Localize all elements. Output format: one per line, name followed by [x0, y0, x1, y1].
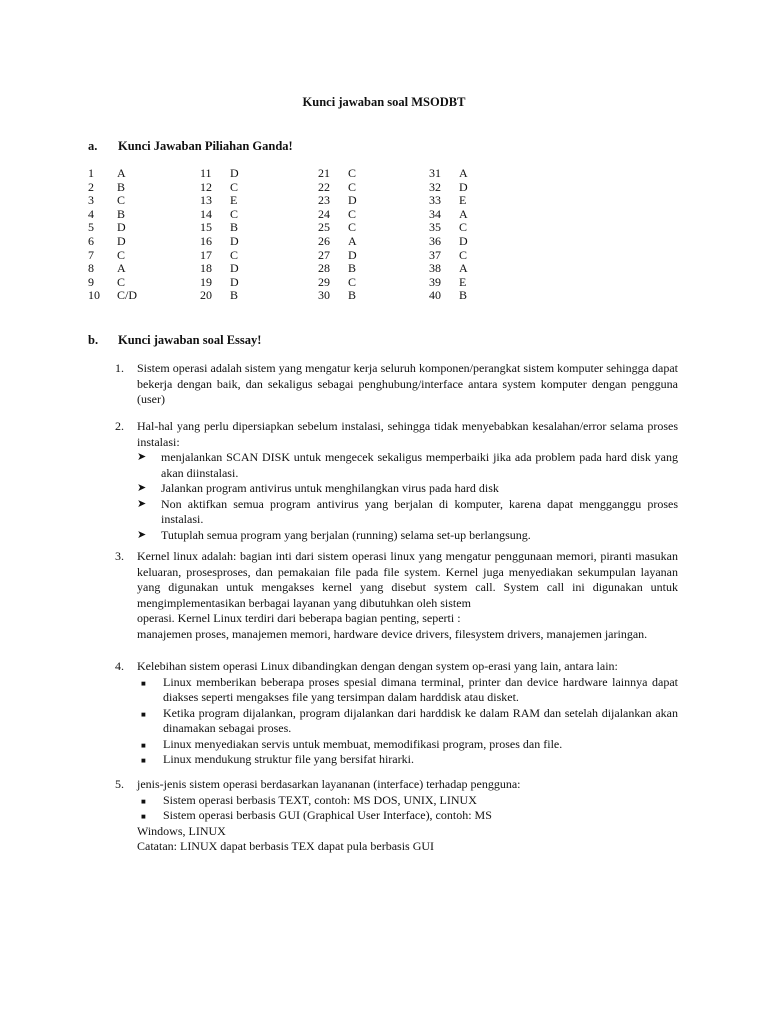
arrow-bullet-icon: ➤ — [137, 482, 147, 494]
mcq-answer-row — [318, 220, 357, 235]
square-bullet-icon: ■ — [141, 812, 146, 821]
essay-list — [137, 793, 678, 824]
essay-list — [137, 675, 678, 768]
answer-letter: C — [348, 166, 357, 180]
mcq-answer-row — [318, 247, 357, 263]
arrow-bullet-icon: ➤ — [137, 528, 147, 541]
mcq-answer-row — [429, 166, 468, 181]
essay-answer-4 — [115, 659, 678, 768]
essay-answer-2 — [115, 419, 678, 543]
question-number: 23 — [318, 193, 330, 208]
square-bullet-icon: ■ — [141, 796, 146, 806]
question-number: 10 — [88, 288, 100, 303]
answer-letter: C — [117, 274, 126, 289]
list-item: ■ Linux menyediakan servis untuk membuat, memodifikasi program, proses dan file. — [137, 737, 678, 753]
essay-text-line-2: operasi. Kernel Linux terdiri dari beberapa bagian penting, seperti : — [137, 611, 461, 625]
answer-letter: B — [459, 288, 468, 303]
mcq-answer-row — [88, 261, 126, 276]
list-item: ■ Linux memberikan beberapa proses spesial dimana terminal, printer dan device hardware lainnya dapat diakses seperti mengakses file yang tersimpan dalam harddisk atau disket. — [141, 674, 678, 704]
answer-letter: C — [348, 220, 357, 235]
mcq-answer-row — [88, 220, 126, 235]
mcq-answer-row — [88, 274, 126, 290]
question-number: 18 — [200, 261, 212, 276]
question-number: 15 — [200, 220, 212, 235]
question-number: 27 — [318, 247, 330, 262]
mcq-answer-row — [318, 288, 357, 303]
mcq-answer-row — [88, 288, 138, 303]
question-number: 9 — [88, 274, 94, 289]
list-item: ➤ Non aktifkan semua program antivirus yang berjalan di komputer, karena dapat mengganggu proses instalasi. — [137, 496, 678, 526]
question-number: 39 — [429, 274, 441, 289]
answer-letter: E — [459, 274, 467, 289]
question-number: 32 — [429, 179, 441, 194]
list-item: ➤ Tutuplah semua program yang berjalan (running) selama set-up berlangsung. — [137, 527, 531, 542]
answer-letter: A — [117, 261, 126, 276]
mcq-answer-row — [429, 206, 468, 222]
mcq-column-3 — [318, 166, 357, 303]
list-item: ■ Sistem operasi berbasis GUI (Graphical User Interface), contoh: MS — [137, 808, 678, 824]
mcq-answer-row — [200, 288, 239, 303]
mcq-answer-row — [429, 233, 468, 249]
mcq-answer-row — [318, 166, 357, 181]
mcq-answer-row — [429, 261, 468, 276]
list-item: ■ Linux mendukung struktur file yang bersifat hirarki. — [137, 752, 678, 768]
section-b-title: Kunci jawaban soal Essay! — [118, 333, 262, 347]
essay-number: 4. — [115, 659, 124, 673]
essay-number: 5. — [115, 777, 124, 791]
answer-letter: D — [459, 233, 468, 248]
answer-letter: C/D — [117, 288, 138, 303]
essay-text: Sistem operasi adalah sistem yang mengatur kerja seluruh komponen/perangkat sistem komputer sehingga dapat bekerja dengan baik, dan sekaligus sebagai penghubung/interface antara system komputer dengan pengguna (user) — [137, 361, 678, 406]
answer-letter: D — [348, 247, 357, 262]
question-number: 21 — [318, 166, 330, 180]
list-item: ➤ Jalankan program antivirus untuk menghilangkan virus pada hard disk — [137, 481, 499, 495]
question-number: 4 — [88, 206, 94, 221]
answer-letter: C — [230, 179, 239, 194]
mcq-answer-row — [318, 179, 357, 195]
answer-letter: D — [230, 261, 239, 276]
mcq-answer-row — [88, 233, 126, 249]
mcq-answer-row — [200, 179, 239, 195]
section-b-label: b. — [88, 333, 99, 347]
essay-text: Kelebihan sistem operasi Linux dibandingkan dengan dengan system op-erasi yang lain, antara lain: — [137, 659, 618, 673]
question-number: 22 — [318, 179, 330, 194]
question-number: 6 — [88, 233, 94, 248]
answer-letter: B — [117, 179, 126, 194]
question-number: 12 — [200, 179, 212, 194]
section-a-title: Kunci Jawaban Piliahan Ganda! — [118, 139, 293, 153]
question-number: 8 — [88, 261, 94, 276]
question-number: 3 — [88, 193, 94, 208]
square-bullet-icon: ■ — [141, 678, 146, 688]
answer-letter: D — [117, 220, 126, 235]
mcq-answer-row — [200, 206, 239, 222]
question-number: 35 — [429, 220, 441, 235]
page-title: Kunci jawaban soal MSODBT — [302, 95, 466, 109]
answer-letter: C — [230, 247, 239, 262]
answer-letter: C — [459, 220, 468, 235]
question-number: 11 — [200, 166, 212, 180]
answer-letter: D — [230, 274, 239, 289]
question-number: 7 — [88, 247, 94, 262]
mcq-answer-row — [318, 274, 357, 290]
question-number: 34 — [429, 206, 441, 221]
square-bullet-icon: ■ — [141, 740, 146, 750]
essay-text: Kernel linux adalah: bagian inti dari sistem operasi linux yang mengatur penggunaan memori, piranti masukan keluaran, prosesproses, dan pemakaian file pada file system. Kernel juga menyediakan sekumpulan layanan yang digunakan untuk mengakses kernel yang disebut system call. System call ini digunakan untuk mengimplementasikan berbagai layanan yang dibutuhkan oleh sistem — [137, 549, 678, 610]
mcq-column-4 — [429, 166, 468, 303]
essay-list — [137, 450, 678, 543]
answer-letter: A — [459, 206, 468, 221]
answer-letter: C — [230, 206, 239, 221]
answer-letter: B — [348, 261, 357, 276]
answer-letter: D — [117, 233, 126, 248]
answer-letter: C — [117, 247, 126, 262]
essay-answer-3 — [115, 549, 678, 642]
answer-letter: A — [117, 166, 126, 180]
question-number: 29 — [318, 274, 330, 289]
mcq-answer-row — [318, 261, 357, 276]
mcq-answer-row — [88, 166, 126, 181]
answer-letter: B — [230, 220, 239, 235]
list-item: ➤ menjalankan SCAN DISK untuk mengecek sekaligus memperbaiki jika ada problem pada hard disk yang akan diinstalasi. — [137, 450, 678, 480]
question-number: 2 — [88, 179, 94, 194]
square-bullet-icon: ■ — [141, 709, 146, 719]
question-number: 28 — [318, 261, 330, 276]
answer-letter: D — [459, 179, 468, 194]
question-number: 1 — [88, 166, 94, 180]
question-number: 25 — [318, 220, 330, 235]
question-number: 38 — [429, 261, 441, 276]
question-number: 31 — [429, 166, 441, 180]
question-number: 5 — [88, 220, 94, 235]
answer-letter: D — [230, 166, 239, 180]
essay-text: jenis-jenis sistem operasi berdasarkan layananan (interface) terhadap pengguna: — [137, 777, 521, 791]
question-number: 24 — [318, 206, 330, 221]
square-bullet-icon: ■ — [141, 756, 146, 765]
essay-text: Hal-hal yang perlu dipersiapkan sebelum instalasi, sehingga tidak menyebabkan kesalahan/error selama proses instalasi: — [137, 419, 678, 449]
essay-answer-1 — [115, 361, 678, 408]
list-item: ■ Sistem operasi berbasis TEXT, contoh: MS DOS, UNIX, LINUX — [137, 793, 678, 809]
answer-letter: C — [348, 206, 357, 221]
mcq-column-1 — [88, 166, 138, 303]
essay-answer-5 — [115, 777, 678, 855]
mcq-answer-key — [88, 167, 648, 317]
mcq-answer-row — [200, 261, 239, 276]
answer-letter: D — [348, 193, 357, 208]
essay-number: 1. — [115, 361, 124, 375]
question-number: 37 — [429, 247, 441, 262]
answer-letter: B — [348, 288, 357, 303]
question-number: 20 — [200, 288, 212, 303]
question-number: 26 — [318, 233, 330, 248]
mcq-answer-row — [318, 233, 357, 249]
mcq-answer-row — [429, 274, 467, 290]
mcq-answer-row — [200, 247, 239, 263]
mcq-answer-row — [318, 206, 357, 222]
question-number: 36 — [429, 233, 441, 248]
arrow-bullet-icon: ➤ — [137, 451, 147, 463]
mcq-column-2 — [200, 166, 239, 303]
answer-letter: B — [117, 206, 126, 221]
arrow-bullet-icon: ➤ — [137, 497, 147, 510]
question-number: 30 — [318, 288, 330, 303]
answer-letter: A — [348, 233, 357, 248]
mcq-answer-row — [88, 206, 126, 222]
question-number: 19 — [200, 274, 212, 289]
essay-number: 3. — [115, 549, 124, 563]
mcq-answer-row — [200, 193, 238, 208]
answer-letter: D — [230, 233, 239, 248]
mcq-answer-row — [88, 193, 126, 208]
section-a-label: a. — [88, 139, 98, 153]
section-a-heading — [88, 139, 293, 154]
essay-text-line-3: manajemen proses, manajemen memori, hardware device drivers, filesystem drivers, manajemen jaringan. — [137, 626, 648, 641]
answer-letter: B — [230, 288, 239, 303]
mcq-answer-row — [429, 179, 468, 195]
essay-note: Catatan: LINUX dapat berbasis TEX dapat pula berbasis GUI — [137, 839, 435, 853]
mcq-answer-row — [200, 220, 239, 235]
question-number: 13 — [200, 193, 212, 208]
mcq-answer-row — [88, 179, 126, 195]
answer-letter: E — [459, 193, 467, 208]
essay-number: 2. — [115, 419, 124, 433]
answer-letter: C — [348, 179, 357, 194]
answer-letter: E — [230, 193, 238, 208]
mcq-answer-row — [200, 274, 239, 290]
question-number: 17 — [200, 247, 212, 262]
answer-letter: A — [459, 261, 468, 276]
mcq-answer-row — [429, 288, 468, 303]
answer-letter: C — [117, 193, 126, 208]
question-number: 33 — [429, 193, 441, 208]
list-item: ■ Ketika program dijalankan, program dijalankan dari harddisk ke dalam RAM dan setelah dijalankan akan dinamakan sebagai proses. — [141, 705, 678, 735]
section-b-heading — [88, 333, 261, 348]
mcq-answer-row — [318, 193, 357, 208]
question-number: 14 — [200, 206, 212, 221]
mcq-answer-row — [429, 247, 468, 263]
mcq-answer-row — [200, 233, 239, 249]
essay-list-continuation: Windows, LINUX — [137, 823, 226, 838]
answer-letter: C — [348, 274, 357, 289]
question-number: 16 — [200, 233, 212, 248]
mcq-answer-row — [200, 166, 239, 181]
answer-letter: C — [459, 247, 468, 262]
mcq-answer-row — [88, 247, 126, 263]
question-number: 40 — [429, 288, 441, 303]
mcq-answer-row — [429, 220, 468, 235]
mcq-answer-row — [429, 193, 467, 208]
answer-letter: A — [459, 166, 468, 180]
